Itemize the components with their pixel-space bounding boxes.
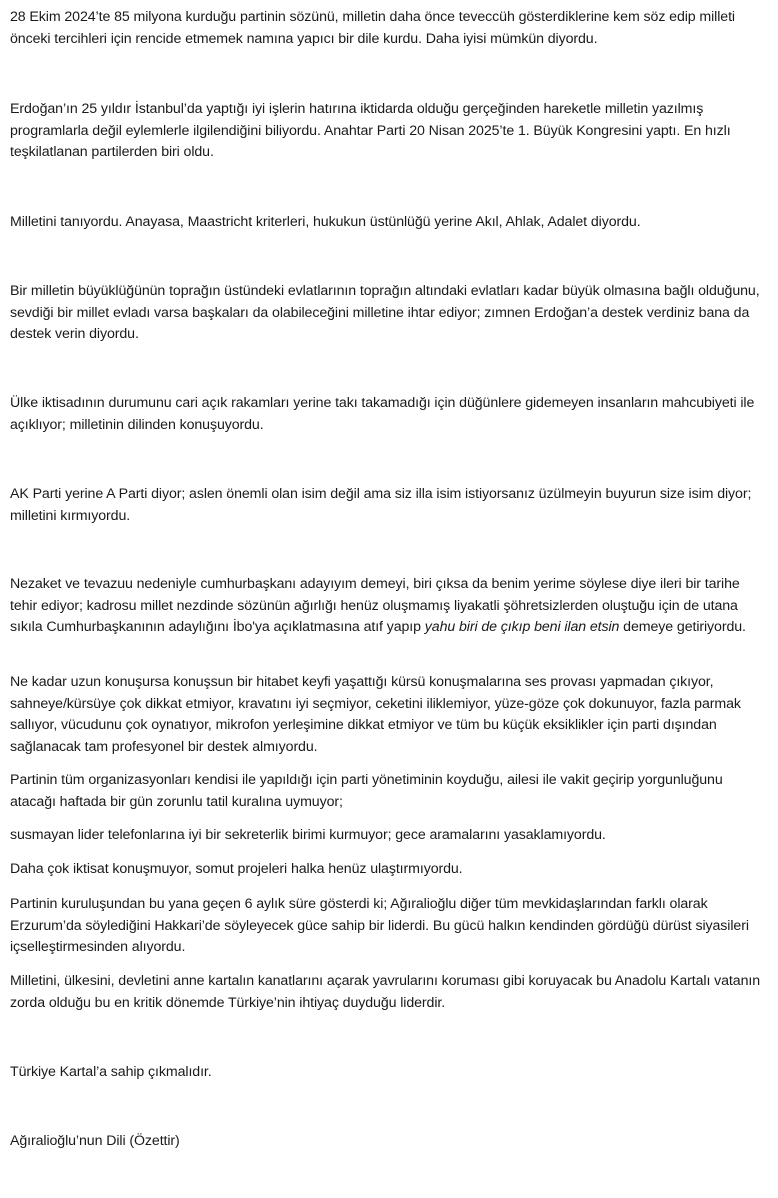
paragraph-organizasyon: Partinin tüm organizasyonları kendisi ile yapıldığı için parti yönetiminin koyduğu, ailesi ile vakit geçirip yorgunluğunu atacağı haftada bir gün zorunlu tatil kuralına uymuyor; [10, 772, 723, 810]
paragraph-millet-buyuklugu: Bir milletin büyüklüğünün toprağın üstündeki evlatlarının toprağın altındaki evlatları kadar büyük olmasına bağlı olduğunu, sevdiği bir millet evladı varsa başkaları da olabileceğini milletine ihtar ediyor; zımnen Erdoğan’a destek verdiniz bana da destek verin diyordu. [10, 283, 760, 342]
paragraph-telefon: susmayan lider telefonlarına iyi bir sekreterlik birimi kurmuyor; gece aramalarını yasaklamıyordu. [10, 827, 606, 843]
paragraph-nezaket-end: demeye getiriyordu. [619, 619, 746, 635]
paragraph-iktisat: Ülke iktisadının durumunu cari açık rakamları yerine takı takamadığı için düğünlere gidemeyen insanların mahcubiyeti ile açıklıyor; milletinin dilinden konuşuyordu. [10, 395, 755, 433]
paragraph-somut-projeler: Daha çok iktisat konuşmuyor, somut projeleri halka henüz ulaştırmıyordu. [10, 861, 463, 877]
paragraph-nezaket-quote: yahu biri de çıkıp beni ilan etsin [424, 619, 620, 635]
paragraph-signature: Ağıralioğlu’nun Dili (Özettir) [10, 1133, 180, 1149]
paragraph-hitabet: Ne kadar uzun konuşursa konuşsun bir hitabet keyfi yaşattığı kürsü konuşmalarına ses provası yapmadan çıkıyor, sahneye/kürsüye çok dikkat etmiyor, kravatını iyi seçmiyor, ceketini iliklemiyor, yüze-göze çok dokunuyor, fazla parmak sallıyor, vücudunu çok oynatıyor, mikrofon yerleşimine dikkat etmiyor ve tüm bu küçük eksiklikler için parti dışından sağlanacak tam profesyonel bir destek almıyordu. [10, 674, 741, 755]
paragraph-alti-ay: Partinin kuruluşundan bu yana geçen 6 aylık süre gösterdi ki; Ağıralioğlu diğer tüm mevkidaşlarından farklı olarak Erzurum’da söylediğini Hakkari’de söyleyecek güce sahip bir liderdi. Bu gücü halkın kendinden gördüğü dürüst siyasileri içselleştirmesinden alıyordu. [10, 896, 749, 955]
paragraph-anadolu-kartali: Milletini, ülkesini, devletini anne kartalın kanatlarını açarak yavrularını koruması gibi koruyacak bu Anadolu Kartalı vatanın zorda olduğu bu en kritik dönemde Türkiye’nin ihtiyaç duyduğu liderdir. [10, 973, 760, 1011]
paragraph-erdogan: Erdoğan’ın 25 yıldır İstanbul’da yaptığı iyi işlerin hatırına iktidarda olduğu gerçeğinden hareketle milletin yazılmış programlarla değil eylemlerle ilgilendiğini biliyordu. Anahtar Parti 20 Nisan 2025’te 1. Büyük Kongresini yaptı. En hızlı teşkilatlanan partilerden biri oldu. [10, 101, 731, 160]
paragraph-akil-ahlak-adalet: Milletini tanıyordu. Anayasa, Maastricht kriterleri, hukukun üstünlüğü yerine Akıl, Ahlak, Adalet diyordu. [10, 214, 641, 230]
paragraph-party-founding: 28 Ekim 2024’te 85 milyona kurduğu partinin sözünü, milletin daha önce teveccüh gösterdiklerine kem söz edip milleti önceki tercihleri için rencide etmemek namına yapıcı bir dile kurdu. Daha iyisi mümkün diyordu. [10, 9, 735, 47]
paragraph-nezaket-text: Nezaket ve tevazuu nedeniyle cumhurbaşkanı adayıyım demeyi, biri çıksa da benim yerime söylese diye ileri bir tarihe tehir ediyor; kadrosu millet nezdinde sözünün ağırlığı henüz oluşmamış liyakatli şöhretsizlerden oluştuğu için de utana sıkıla Cumhurbaşkanının adaylığını İbo'ya açıklatmasına atıf yapıp [10, 576, 740, 635]
paragraph-nezaket [10, 574, 770, 639]
paragraph-turkiye-kartal: Türkiye Kartal’a sahip çıkmalıdır. [10, 1064, 212, 1080]
paragraph-a-parti: AK Parti yerine A Parti diyor; aslen önemli olan isim değil ama siz illa isim istiyorsanız üzülmeyin buyurun size isim diyor; milletini kırmıyordu. [10, 486, 752, 524]
